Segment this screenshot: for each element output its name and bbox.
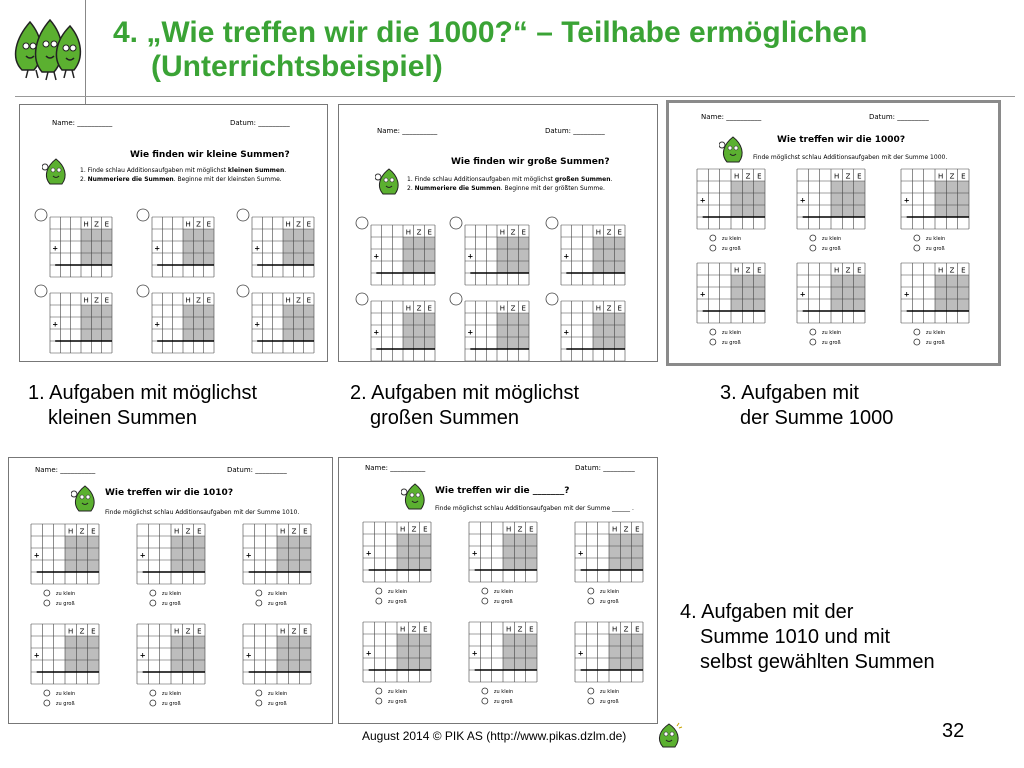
- addition-grid: [29, 622, 137, 722]
- svg-text:Z: Z: [416, 304, 422, 313]
- svg-text:Z: Z: [196, 296, 201, 305]
- svg-text:E: E: [423, 525, 428, 534]
- svg-text:Z: Z: [510, 228, 516, 237]
- svg-text:Z: Z: [845, 266, 851, 275]
- svg-text:zu klein: zu klein: [821, 330, 842, 336]
- worksheet-title: Wie finden wir große Summen?: [451, 157, 610, 167]
- svg-text:zu klein: zu klein: [821, 236, 842, 242]
- svg-text:E: E: [197, 627, 202, 636]
- svg-text:H: H: [506, 525, 512, 534]
- svg-text:Z: Z: [296, 296, 301, 305]
- svg-text:H: H: [834, 172, 840, 181]
- mascot-icon: [719, 135, 747, 165]
- addition-grid: [29, 522, 137, 622]
- svg-text:+: +: [33, 651, 40, 660]
- svg-text:zu groß: zu groß: [493, 599, 513, 605]
- svg-text:E: E: [104, 296, 110, 305]
- worksheet-sum-1010: [8, 457, 333, 724]
- header-horizontal-rule: [15, 96, 1015, 97]
- svg-text:H: H: [405, 304, 411, 313]
- svg-text:Z: Z: [606, 304, 612, 313]
- svg-text:zu klein: zu klein: [599, 689, 620, 695]
- worksheet-own-sum: [338, 457, 658, 724]
- svg-text:H: H: [68, 627, 74, 636]
- svg-text:+: +: [52, 244, 59, 253]
- svg-text:+: +: [52, 320, 59, 329]
- svg-text:zu klein: zu klein: [387, 589, 408, 595]
- svg-text:zu klein: zu klein: [721, 330, 742, 336]
- worksheet-small-sums: [19, 104, 328, 362]
- addition-grid: [32, 283, 134, 362]
- svg-text:zu groß: zu groß: [721, 246, 741, 252]
- svg-text:H: H: [174, 527, 180, 536]
- svg-text:+: +: [699, 290, 706, 299]
- svg-text:E: E: [521, 228, 526, 237]
- addition-grid: [234, 283, 328, 362]
- svg-text:E: E: [521, 304, 526, 313]
- svg-text:Z: Z: [416, 228, 422, 237]
- svg-text:E: E: [635, 525, 640, 534]
- svg-text:+: +: [577, 549, 584, 558]
- worksheet-title: Wie treffen wir die 1000?: [777, 135, 906, 145]
- svg-text:+: +: [577, 649, 584, 658]
- svg-text:zu groß: zu groß: [55, 701, 75, 707]
- svg-text:E: E: [857, 172, 862, 181]
- svg-text:Z: Z: [623, 625, 629, 634]
- svg-text:Z: Z: [949, 172, 955, 181]
- svg-text:+: +: [139, 551, 146, 560]
- caption-2: 2. Aufgaben mit möglichst großen Summen: [350, 382, 580, 429]
- name-field: Name: __________: [35, 466, 96, 474]
- addition-grid: [361, 520, 469, 620]
- svg-text:H: H: [506, 625, 512, 634]
- svg-text:E: E: [635, 625, 640, 634]
- svg-text:E: E: [427, 228, 432, 237]
- worksheet-instructions: 1. Finde schlau Additionsaufgaben mit möglichst kleinen Summen. 2. Nummeriere die Summen. Beginne mit der kleinsten Summe.: [80, 167, 287, 183]
- mascot-icon: [401, 482, 429, 512]
- svg-text:E: E: [423, 625, 428, 634]
- svg-text:E: E: [306, 220, 312, 229]
- svg-text:zu klein: zu klein: [55, 691, 76, 697]
- svg-text:+: +: [467, 252, 474, 261]
- date-field: Datum: _________: [230, 119, 290, 127]
- date-field: Datum: _________: [869, 113, 929, 121]
- svg-text:E: E: [757, 172, 762, 181]
- svg-text:Z: Z: [185, 527, 191, 536]
- svg-text:Z: Z: [510, 304, 516, 313]
- svg-text:Z: Z: [949, 266, 955, 275]
- svg-text:zu groß: zu groß: [599, 599, 619, 605]
- svg-text:H: H: [734, 172, 740, 181]
- addition-grid: [467, 620, 575, 720]
- svg-text:Z: Z: [94, 296, 99, 305]
- svg-text:H: H: [612, 625, 618, 634]
- svg-text:Z: Z: [411, 525, 417, 534]
- svg-text:E: E: [206, 296, 212, 305]
- slide-title: [113, 16, 1013, 84]
- svg-text:zu klein: zu klein: [493, 689, 514, 695]
- name-field: Name: __________: [52, 119, 113, 127]
- svg-text:+: +: [33, 551, 40, 560]
- svg-text:zu groß: zu groß: [387, 599, 407, 605]
- svg-text:H: H: [83, 296, 89, 305]
- addition-grid: [447, 291, 551, 362]
- svg-text:zu groß: zu groß: [721, 340, 741, 346]
- svg-text:+: +: [245, 551, 252, 560]
- svg-text:H: H: [185, 296, 191, 305]
- svg-text:zu groß: zu groß: [267, 701, 287, 707]
- svg-text:E: E: [197, 527, 202, 536]
- svg-text:E: E: [857, 266, 862, 275]
- svg-text:+: +: [563, 252, 570, 261]
- svg-text:H: H: [595, 304, 601, 313]
- addition-grid: [543, 291, 647, 362]
- svg-text:E: E: [529, 525, 534, 534]
- svg-text:zu klein: zu klein: [267, 691, 288, 697]
- svg-text:Z: Z: [517, 525, 523, 534]
- addition-grid: [899, 167, 1001, 267]
- svg-text:zu klein: zu klein: [55, 591, 76, 597]
- svg-text:Z: Z: [606, 228, 612, 237]
- svg-text:zu groß: zu groß: [599, 699, 619, 705]
- svg-text:+: +: [799, 290, 806, 299]
- worksheet-title: Wie treffen wir die 1010?: [105, 488, 234, 498]
- worksheet-sum-1000: [666, 100, 1001, 366]
- svg-text:zu klein: zu klein: [493, 589, 514, 595]
- pikas-logo-icon: [8, 14, 88, 82]
- svg-text:H: H: [68, 527, 74, 536]
- mascot-icon: [655, 722, 683, 750]
- svg-text:Z: Z: [196, 220, 201, 229]
- worksheet-instructions: Finde möglichst schlau Additionsaufgaben mit der Summe ______ .: [435, 505, 634, 512]
- svg-text:+: +: [139, 651, 146, 660]
- addition-grid: [795, 167, 903, 267]
- addition-grid: [134, 283, 236, 362]
- svg-text:+: +: [154, 320, 161, 329]
- name-field: Name: __________: [377, 127, 438, 135]
- svg-text:zu klein: zu klein: [387, 689, 408, 695]
- svg-text:zu groß: zu groß: [925, 340, 945, 346]
- addition-grid: [573, 620, 658, 720]
- svg-text:zu groß: zu groß: [161, 701, 181, 707]
- title-line-1: 4. „Wie treffen wir die 1000?“ – Teilhabe ermöglichen: [113, 16, 868, 49]
- svg-text:H: H: [285, 296, 291, 305]
- worksheet-title: Wie finden wir kleine Summen?: [130, 150, 290, 160]
- svg-text:+: +: [373, 252, 380, 261]
- svg-text:E: E: [961, 266, 966, 275]
- svg-text:Z: Z: [745, 172, 751, 181]
- svg-text:Z: Z: [94, 220, 99, 229]
- svg-text:E: E: [91, 527, 96, 536]
- svg-text:E: E: [91, 627, 96, 636]
- addition-grid: [467, 520, 575, 620]
- svg-text:Z: Z: [79, 627, 85, 636]
- date-field: Datum: _________: [227, 466, 287, 474]
- svg-text:+: +: [254, 244, 261, 253]
- name-field: Name: __________: [365, 464, 426, 472]
- addition-grid: [241, 622, 333, 722]
- svg-text:Z: Z: [296, 220, 301, 229]
- svg-text:zu groß: zu groß: [493, 699, 513, 705]
- svg-text:zu groß: zu groß: [55, 601, 75, 607]
- svg-text:zu klein: zu klein: [925, 330, 946, 336]
- svg-text:E: E: [529, 625, 534, 634]
- svg-text:H: H: [499, 228, 505, 237]
- svg-text:E: E: [303, 627, 308, 636]
- svg-text:E: E: [757, 266, 762, 275]
- svg-text:+: +: [365, 549, 372, 558]
- addition-grid: [353, 291, 457, 362]
- svg-text:E: E: [961, 172, 966, 181]
- title-line-2: (Unterrichtsbeispiel): [151, 50, 443, 83]
- svg-text:+: +: [903, 196, 910, 205]
- svg-text:H: H: [595, 228, 601, 237]
- svg-text:E: E: [617, 228, 622, 237]
- svg-text:+: +: [365, 649, 372, 658]
- svg-text:H: H: [400, 525, 406, 534]
- svg-text:E: E: [306, 296, 312, 305]
- svg-text:zu klein: zu klein: [267, 591, 288, 597]
- addition-grid: [135, 622, 243, 722]
- svg-text:zu groß: zu groß: [161, 601, 181, 607]
- addition-grid: [695, 167, 803, 267]
- date-field: Datum: _________: [545, 127, 605, 135]
- date-field: Datum: _________: [575, 464, 635, 472]
- mascot-icon: [42, 157, 70, 187]
- svg-text:+: +: [467, 328, 474, 337]
- caption-1: 1. Aufgaben mit möglichst kleinen Summen: [28, 382, 258, 429]
- svg-text:H: H: [938, 172, 944, 181]
- svg-text:Z: Z: [291, 627, 297, 636]
- svg-text:Z: Z: [745, 266, 751, 275]
- svg-text:+: +: [471, 649, 478, 658]
- svg-text:Z: Z: [291, 527, 297, 536]
- svg-text:zu groß: zu groß: [821, 340, 841, 346]
- svg-text:zu groß: zu groß: [267, 601, 287, 607]
- svg-text:H: H: [174, 627, 180, 636]
- svg-text:+: +: [699, 196, 706, 205]
- svg-text:zu groß: zu groß: [925, 246, 945, 252]
- addition-grid: [361, 620, 469, 720]
- svg-text:zu klein: zu klein: [161, 591, 182, 597]
- svg-text:Z: Z: [411, 625, 417, 634]
- svg-text:H: H: [499, 304, 505, 313]
- svg-text:H: H: [734, 266, 740, 275]
- svg-text:+: +: [563, 328, 570, 337]
- svg-text:H: H: [400, 625, 406, 634]
- svg-text:zu klein: zu klein: [599, 589, 620, 595]
- addition-grid: [241, 522, 333, 622]
- svg-text:zu groß: zu groß: [821, 246, 841, 252]
- svg-text:zu groß: zu groß: [387, 699, 407, 705]
- svg-text:+: +: [799, 196, 806, 205]
- svg-text:Z: Z: [845, 172, 851, 181]
- svg-text:H: H: [834, 266, 840, 275]
- addition-grid: [695, 261, 803, 361]
- svg-text:+: +: [245, 651, 252, 660]
- addition-grid: [135, 522, 243, 622]
- svg-text:H: H: [83, 220, 89, 229]
- svg-text:E: E: [303, 527, 308, 536]
- svg-text:+: +: [903, 290, 910, 299]
- svg-text:Z: Z: [185, 627, 191, 636]
- svg-text:E: E: [427, 304, 432, 313]
- svg-text:+: +: [154, 244, 161, 253]
- svg-text:zu klein: zu klein: [161, 691, 182, 697]
- name-field: Name: __________: [701, 113, 762, 121]
- svg-text:+: +: [373, 328, 380, 337]
- addition-grid: [899, 261, 1001, 361]
- svg-text:H: H: [938, 266, 944, 275]
- svg-text:H: H: [185, 220, 191, 229]
- svg-text:zu klein: zu klein: [925, 236, 946, 242]
- svg-text:+: +: [471, 549, 478, 558]
- svg-text:E: E: [206, 220, 212, 229]
- caption-4: 4. Aufgaben mit der Summe 1010 und mit selbst gewählten Summen: [680, 601, 935, 673]
- worksheet-instructions: Finde möglichst schlau Additionsaufgaben mit der Summe 1000.: [753, 154, 948, 161]
- worksheet-instructions: 1. Finde schlau Additionsaufgaben mit möglichst großen Summen. 2. Nummeriere die Summen. Beginne mit der größten Summe.: [407, 176, 613, 192]
- svg-text:H: H: [405, 228, 411, 237]
- svg-text:E: E: [617, 304, 622, 313]
- worksheet-title: Wie treffen wir die _______?: [435, 486, 570, 496]
- mascot-icon: [375, 167, 403, 197]
- addition-grid: [573, 520, 658, 620]
- addition-grid: [795, 261, 903, 361]
- svg-text:Z: Z: [623, 525, 629, 534]
- svg-text:+: +: [254, 320, 261, 329]
- caption-3: 3. Aufgaben mit der Summe 1000: [720, 382, 894, 429]
- svg-text:H: H: [285, 220, 291, 229]
- svg-text:zu klein: zu klein: [721, 236, 742, 242]
- svg-text:H: H: [612, 525, 618, 534]
- svg-text:Z: Z: [79, 527, 85, 536]
- header-vertical-rule: [85, 0, 86, 104]
- worksheet-instructions: Finde möglichst schlau Additionsaufgaben mit der Summe 1010.: [105, 509, 300, 516]
- mascot-icon: [71, 484, 99, 514]
- page-number: 32: [942, 720, 965, 742]
- svg-text:Z: Z: [517, 625, 523, 634]
- svg-text:H: H: [280, 627, 286, 636]
- svg-text:H: H: [280, 527, 286, 536]
- worksheet-large-sums: [338, 104, 658, 362]
- footer-copyright: August 2014 © PIK AS (http://www.pikas.dzlm.de): [362, 729, 627, 743]
- svg-text:E: E: [104, 220, 110, 229]
